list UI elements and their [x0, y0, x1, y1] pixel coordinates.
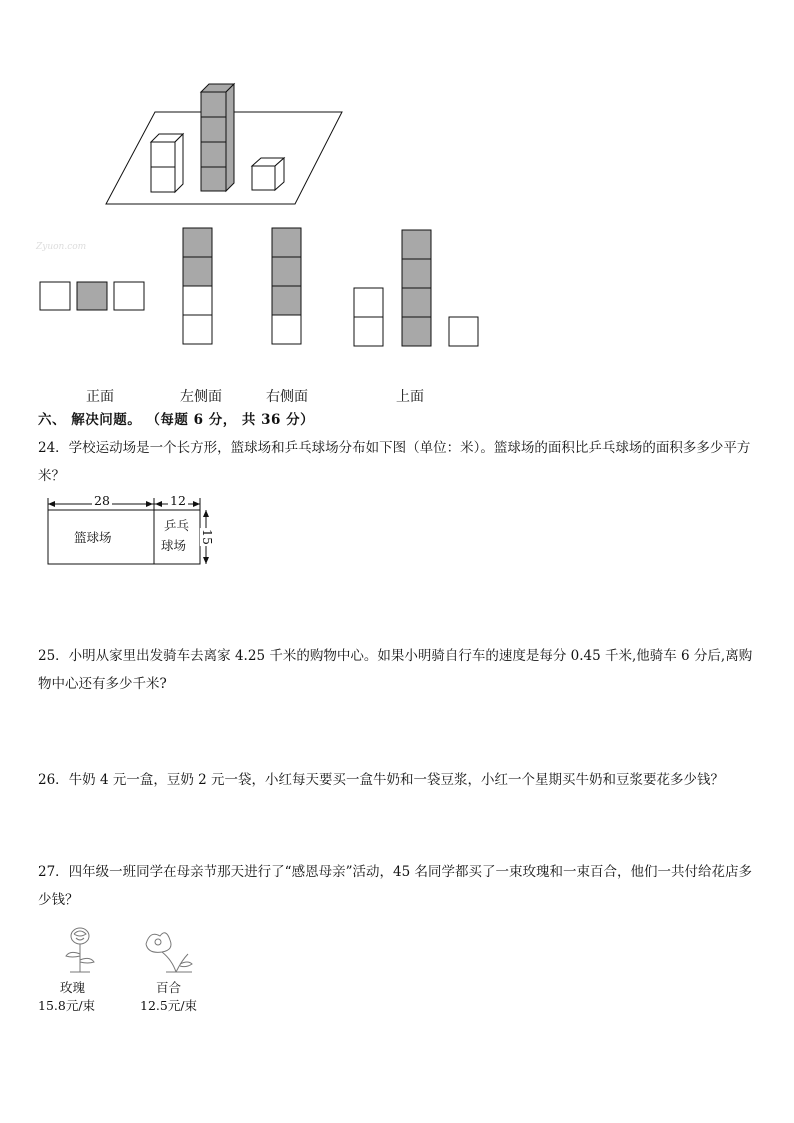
- top-view: [354, 230, 478, 346]
- view-label-left: 左侧面: [180, 389, 222, 405]
- section-heading: 六、 解决问题。 （每题 6 分， 共 36 分）: [38, 412, 315, 428]
- rose-icon: [50, 924, 110, 976]
- right-side-view: [272, 228, 301, 344]
- flower-rose: [36, 924, 116, 1016]
- middle-cube-stack: [201, 84, 234, 191]
- watermark: Zyuon.com: [36, 242, 87, 252]
- lily-name: 百合: [156, 980, 182, 995]
- court-pingpong-width: 12: [170, 493, 186, 508]
- view-label-right: 右侧面: [266, 389, 308, 405]
- view-figures: [36, 224, 486, 350]
- rose-name: 玫瑰: [60, 980, 86, 995]
- question-26: 26．牛奶 4 元一盒，豆奶 2 元一袋，小红每天要买一盒牛奶和一袋豆浆，小红一个星期买牛奶和豆浆要花多少钱？: [38, 772, 725, 788]
- left-side-view: [183, 228, 212, 344]
- cube-stack-figure: [100, 82, 350, 208]
- view-label-front: 正面: [86, 389, 114, 405]
- flower-lily: [134, 924, 214, 1016]
- lily-price: 12.5元/束: [140, 998, 198, 1013]
- court-pingpong-label-line2: 球场: [161, 538, 187, 553]
- court-height: 15: [199, 529, 215, 545]
- rose-price: 15.8元/束: [38, 998, 96, 1013]
- court-figure: [44, 494, 224, 570]
- left-cube-stack: [151, 134, 183, 192]
- view-label-top: 上面: [396, 389, 424, 405]
- court-basketball-label: 篮球场: [74, 530, 112, 545]
- court-basketball-width: 28: [94, 493, 110, 508]
- front-view: [40, 282, 144, 310]
- lily-icon: [136, 924, 198, 976]
- court-pingpong-label-line1: 乒乓: [164, 518, 190, 533]
- question-27: 27．四年级一班同学在母亲节那天进行了“感恩母亲”活动，45 名同学都买了一束玫瑰和一束百合，他们一共付给花店多少钱？: [38, 864, 752, 908]
- question-24: 24．学校运动场是一个长方形，篮球场和乒乓球场分布如下图（单位：米）。篮球场的面积比乒乓球场的面积多多少平方米？: [38, 440, 751, 484]
- right-cube: [252, 158, 284, 190]
- question-25: 25．小明从家里出发骑车去离家 4.25 千米的购物中心。如果小明骑自行车的速度是每分 0.45 千米,他骑车 6 分后,离购物中心还有多少千米?: [38, 648, 753, 692]
